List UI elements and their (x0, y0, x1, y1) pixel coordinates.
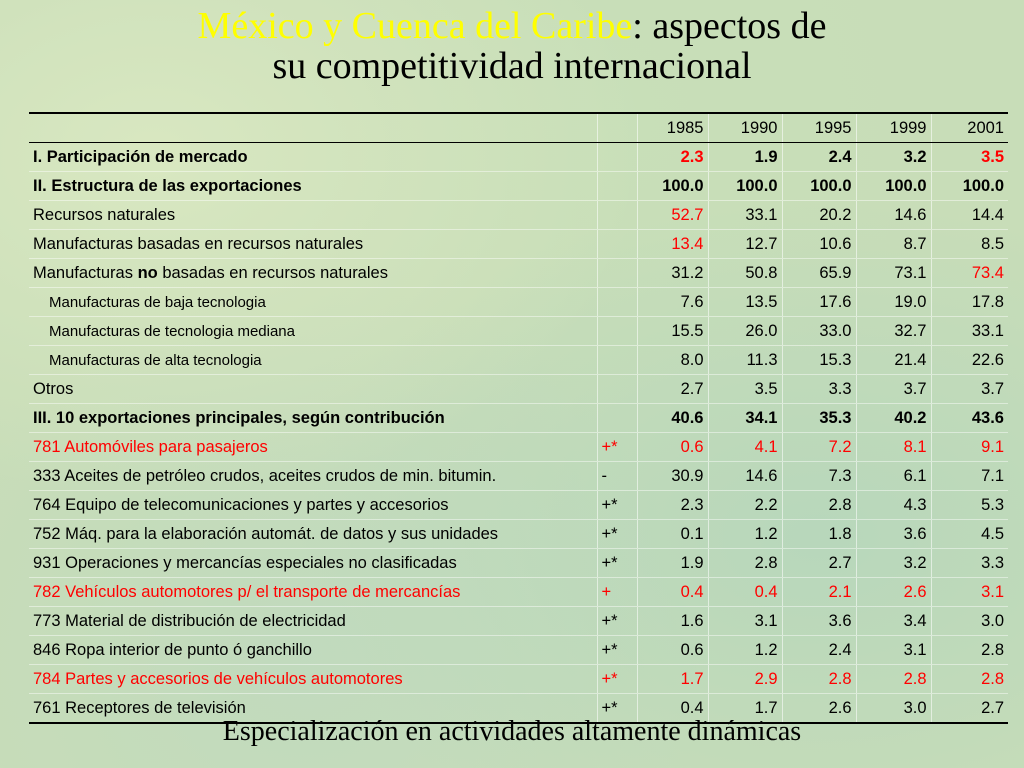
cell-value: 2.3 (637, 491, 708, 520)
row-flag (597, 375, 637, 404)
row-label: 846 Ropa interior de punto ó ganchillo (29, 636, 597, 665)
row-label: II. Estructura de las exportaciones (29, 172, 597, 201)
cell-value: 12.7 (708, 230, 782, 259)
cell-value: 7.1 (931, 462, 1008, 491)
cell-value: 6.1 (856, 462, 931, 491)
table-row (29, 433, 1008, 462)
label-part: basadas en recursos naturales (157, 263, 388, 282)
cell-value: 1.2 (708, 636, 782, 665)
row-label: 931 Operaciones y mercancías especiales no clasificadas (29, 549, 597, 578)
title-line2: su competitividad internacional (272, 45, 752, 87)
cell-value: 9.1 (931, 433, 1008, 462)
cell-value: 1.8 (782, 520, 856, 549)
title-highlight: México y Cuenca del Caribe (197, 5, 633, 47)
table-row (29, 404, 1008, 433)
year-header: 1990 (708, 113, 782, 143)
cell-value: 2.6 (782, 694, 856, 724)
row-flag: +* (597, 433, 637, 462)
table-row (29, 375, 1008, 404)
row-flag: +* (597, 636, 637, 665)
row-label: Manufacturas de baja tecnologia (29, 288, 597, 317)
cell-value: 33.0 (782, 317, 856, 346)
cell-value: 4.3 (856, 491, 931, 520)
cell-value: 2.8 (856, 665, 931, 694)
cell-value: 17.6 (782, 288, 856, 317)
cell-value: 73.4 (931, 259, 1008, 288)
cell-value: 0.6 (637, 433, 708, 462)
row-flag: - (597, 462, 637, 491)
cell-value: 17.8 (931, 288, 1008, 317)
cell-value: 1.9 (708, 143, 782, 172)
table-row (29, 549, 1008, 578)
table-row (29, 665, 1008, 694)
cell-value: 15.3 (782, 346, 856, 375)
cell-value: 34.1 (708, 404, 782, 433)
cell-value: 4.1 (708, 433, 782, 462)
cell-value: 14.6 (856, 201, 931, 230)
cell-value: 50.8 (708, 259, 782, 288)
table-row (29, 346, 1008, 375)
cell-value: 1.7 (637, 665, 708, 694)
cell-value: 8.0 (637, 346, 708, 375)
cell-value: 0.6 (637, 636, 708, 665)
row-flag (597, 143, 637, 172)
cell-value: 13.5 (708, 288, 782, 317)
cell-value: 35.3 (782, 404, 856, 433)
table-row (29, 230, 1008, 259)
table-row (29, 578, 1008, 607)
year-header: 1999 (856, 113, 931, 143)
cell-value: 4.5 (931, 520, 1008, 549)
header-row (29, 113, 1008, 143)
cell-value: 3.7 (931, 375, 1008, 404)
cell-value: 10.6 (782, 230, 856, 259)
cell-value: 26.0 (708, 317, 782, 346)
cell-value: 100.0 (637, 172, 708, 201)
cell-value: 30.9 (637, 462, 708, 491)
row-label: III. 10 exportaciones principales, según contribución (29, 404, 597, 433)
row-flag: +* (597, 665, 637, 694)
row-flag (597, 201, 637, 230)
cell-value: 40.2 (856, 404, 931, 433)
cell-value: 1.9 (637, 549, 708, 578)
row-label: Manufacturas basadas en recursos naturales (29, 230, 597, 259)
table-row (29, 201, 1008, 230)
cell-value: 2.4 (782, 143, 856, 172)
cell-value: 0.4 (708, 578, 782, 607)
table-row (29, 172, 1008, 201)
cell-value: 2.6 (856, 578, 931, 607)
row-flag (597, 346, 637, 375)
cell-value: 8.5 (931, 230, 1008, 259)
cell-value: 3.4 (856, 607, 931, 636)
cell-value: 7.3 (782, 462, 856, 491)
row-label: 773 Material de distribución de electricidad (29, 607, 597, 636)
cell-value: 73.1 (856, 259, 931, 288)
competitiveness-table (29, 112, 1008, 724)
cell-value: 3.3 (782, 375, 856, 404)
cell-value: 3.0 (931, 607, 1008, 636)
table-row (29, 259, 1008, 288)
cell-value: 40.6 (637, 404, 708, 433)
cell-value: 65.9 (782, 259, 856, 288)
cell-value: 100.0 (708, 172, 782, 201)
row-flag: +* (597, 491, 637, 520)
cell-value: 2.8 (931, 665, 1008, 694)
row-flag: + (597, 578, 637, 607)
cell-value: 2.7 (637, 375, 708, 404)
row-label: 333 Aceites de petróleo crudos, aceites crudos de min. bitumin. (29, 462, 597, 491)
row-flag (597, 317, 637, 346)
cell-value: 8.1 (856, 433, 931, 462)
table-row (29, 636, 1008, 665)
cell-value: 2.3 (637, 143, 708, 172)
cell-value: 14.6 (708, 462, 782, 491)
cell-value: 14.4 (931, 201, 1008, 230)
row-flag: +* (597, 694, 637, 724)
table-row (29, 607, 1008, 636)
cell-value: 0.1 (637, 520, 708, 549)
table-row (29, 520, 1008, 549)
cell-value: 3.6 (782, 607, 856, 636)
table-row (29, 491, 1008, 520)
cell-value: 8.7 (856, 230, 931, 259)
row-label: Otros (29, 375, 597, 404)
cell-value: 3.1 (931, 578, 1008, 607)
cell-value: 100.0 (782, 172, 856, 201)
cell-value: 1.2 (708, 520, 782, 549)
cell-value: 31.2 (637, 259, 708, 288)
cell-value: 3.5 (708, 375, 782, 404)
table-row (29, 317, 1008, 346)
table-row (29, 462, 1008, 491)
row-label (29, 259, 597, 288)
cell-value: 2.8 (782, 665, 856, 694)
cell-value: 3.6 (856, 520, 931, 549)
cell-value: 20.2 (782, 201, 856, 230)
cell-value: 3.2 (856, 549, 931, 578)
cell-value: 2.9 (708, 665, 782, 694)
cell-value: 11.3 (708, 346, 782, 375)
row-label: 764 Equipo de telecomunicaciones y partes y accesorios (29, 491, 597, 520)
cell-value: 5.3 (931, 491, 1008, 520)
row-label: Manufacturas de alta tecnologia (29, 346, 597, 375)
title-rest: : aspectos de (632, 5, 827, 47)
cell-value: 3.5 (931, 143, 1008, 172)
row-flag (597, 404, 637, 433)
cell-value: 3.2 (856, 143, 931, 172)
cell-value: 2.2 (708, 491, 782, 520)
row-label: 784 Partes y accesorios de vehículos automotores (29, 665, 597, 694)
cell-value: 100.0 (931, 172, 1008, 201)
row-label: 761 Receptores de televisión (29, 694, 597, 724)
row-flag: +* (597, 520, 637, 549)
row-flag (597, 288, 637, 317)
row-flag (597, 259, 637, 288)
year-header: 1995 (782, 113, 856, 143)
cell-value: 0.4 (637, 578, 708, 607)
label-emphasis: no (137, 263, 158, 282)
cell-value: 19.0 (856, 288, 931, 317)
row-label: Manufacturas de tecnologia mediana (29, 317, 597, 346)
row-flag (597, 230, 637, 259)
cell-value: 3.3 (931, 549, 1008, 578)
row-label: 752 Máq. para la elaboración automát. de datos y sus unidades (29, 520, 597, 549)
cell-value: 2.7 (931, 694, 1008, 724)
cell-value: 33.1 (931, 317, 1008, 346)
cell-value: 2.8 (708, 549, 782, 578)
cell-value: 2.7 (782, 549, 856, 578)
cell-value: 2.4 (782, 636, 856, 665)
label-part: Manufacturas (33, 263, 138, 282)
row-label: Recursos naturales (29, 201, 597, 230)
row-flag (597, 172, 637, 201)
row-flag: +* (597, 549, 637, 578)
cell-value: 100.0 (856, 172, 931, 201)
cell-value: 13.4 (637, 230, 708, 259)
row-flag: +* (597, 607, 637, 636)
cell-value: 2.8 (782, 491, 856, 520)
year-header: 1985 (637, 113, 708, 143)
cell-value: 2.8 (931, 636, 1008, 665)
cell-value: 15.5 (637, 317, 708, 346)
cell-value: 7.2 (782, 433, 856, 462)
row-label: I. Participación de mercado (29, 143, 597, 172)
year-header: 2001 (931, 113, 1008, 143)
cell-value: 3.0 (856, 694, 931, 724)
slide-title (0, 6, 1024, 86)
cell-value: 43.6 (931, 404, 1008, 433)
cell-value: 33.1 (708, 201, 782, 230)
cell-value: 21.4 (856, 346, 931, 375)
row-label: 782 Vehículos automotores p/ el transporte de mercancías (29, 578, 597, 607)
table-row (29, 288, 1008, 317)
footer-caption: Especialización en actividades altamente dinámicas (222, 716, 802, 747)
header-label-cell (29, 113, 597, 143)
header-flag-cell (597, 113, 637, 143)
row-label: 781 Automóviles para pasajeros (29, 433, 597, 462)
cell-value: 2.1 (782, 578, 856, 607)
cell-value: 1.7 (708, 694, 782, 724)
cell-value: 3.1 (856, 636, 931, 665)
cell-value: 22.6 (931, 346, 1008, 375)
table-row (29, 143, 1008, 172)
cell-value: 1.6 (637, 607, 708, 636)
cell-value: 3.7 (856, 375, 931, 404)
cell-value: 7.6 (637, 288, 708, 317)
cell-value: 32.7 (856, 317, 931, 346)
cell-value: 0.4 (637, 694, 708, 724)
cell-value: 3.1 (708, 607, 782, 636)
cell-value: 52.7 (637, 201, 708, 230)
